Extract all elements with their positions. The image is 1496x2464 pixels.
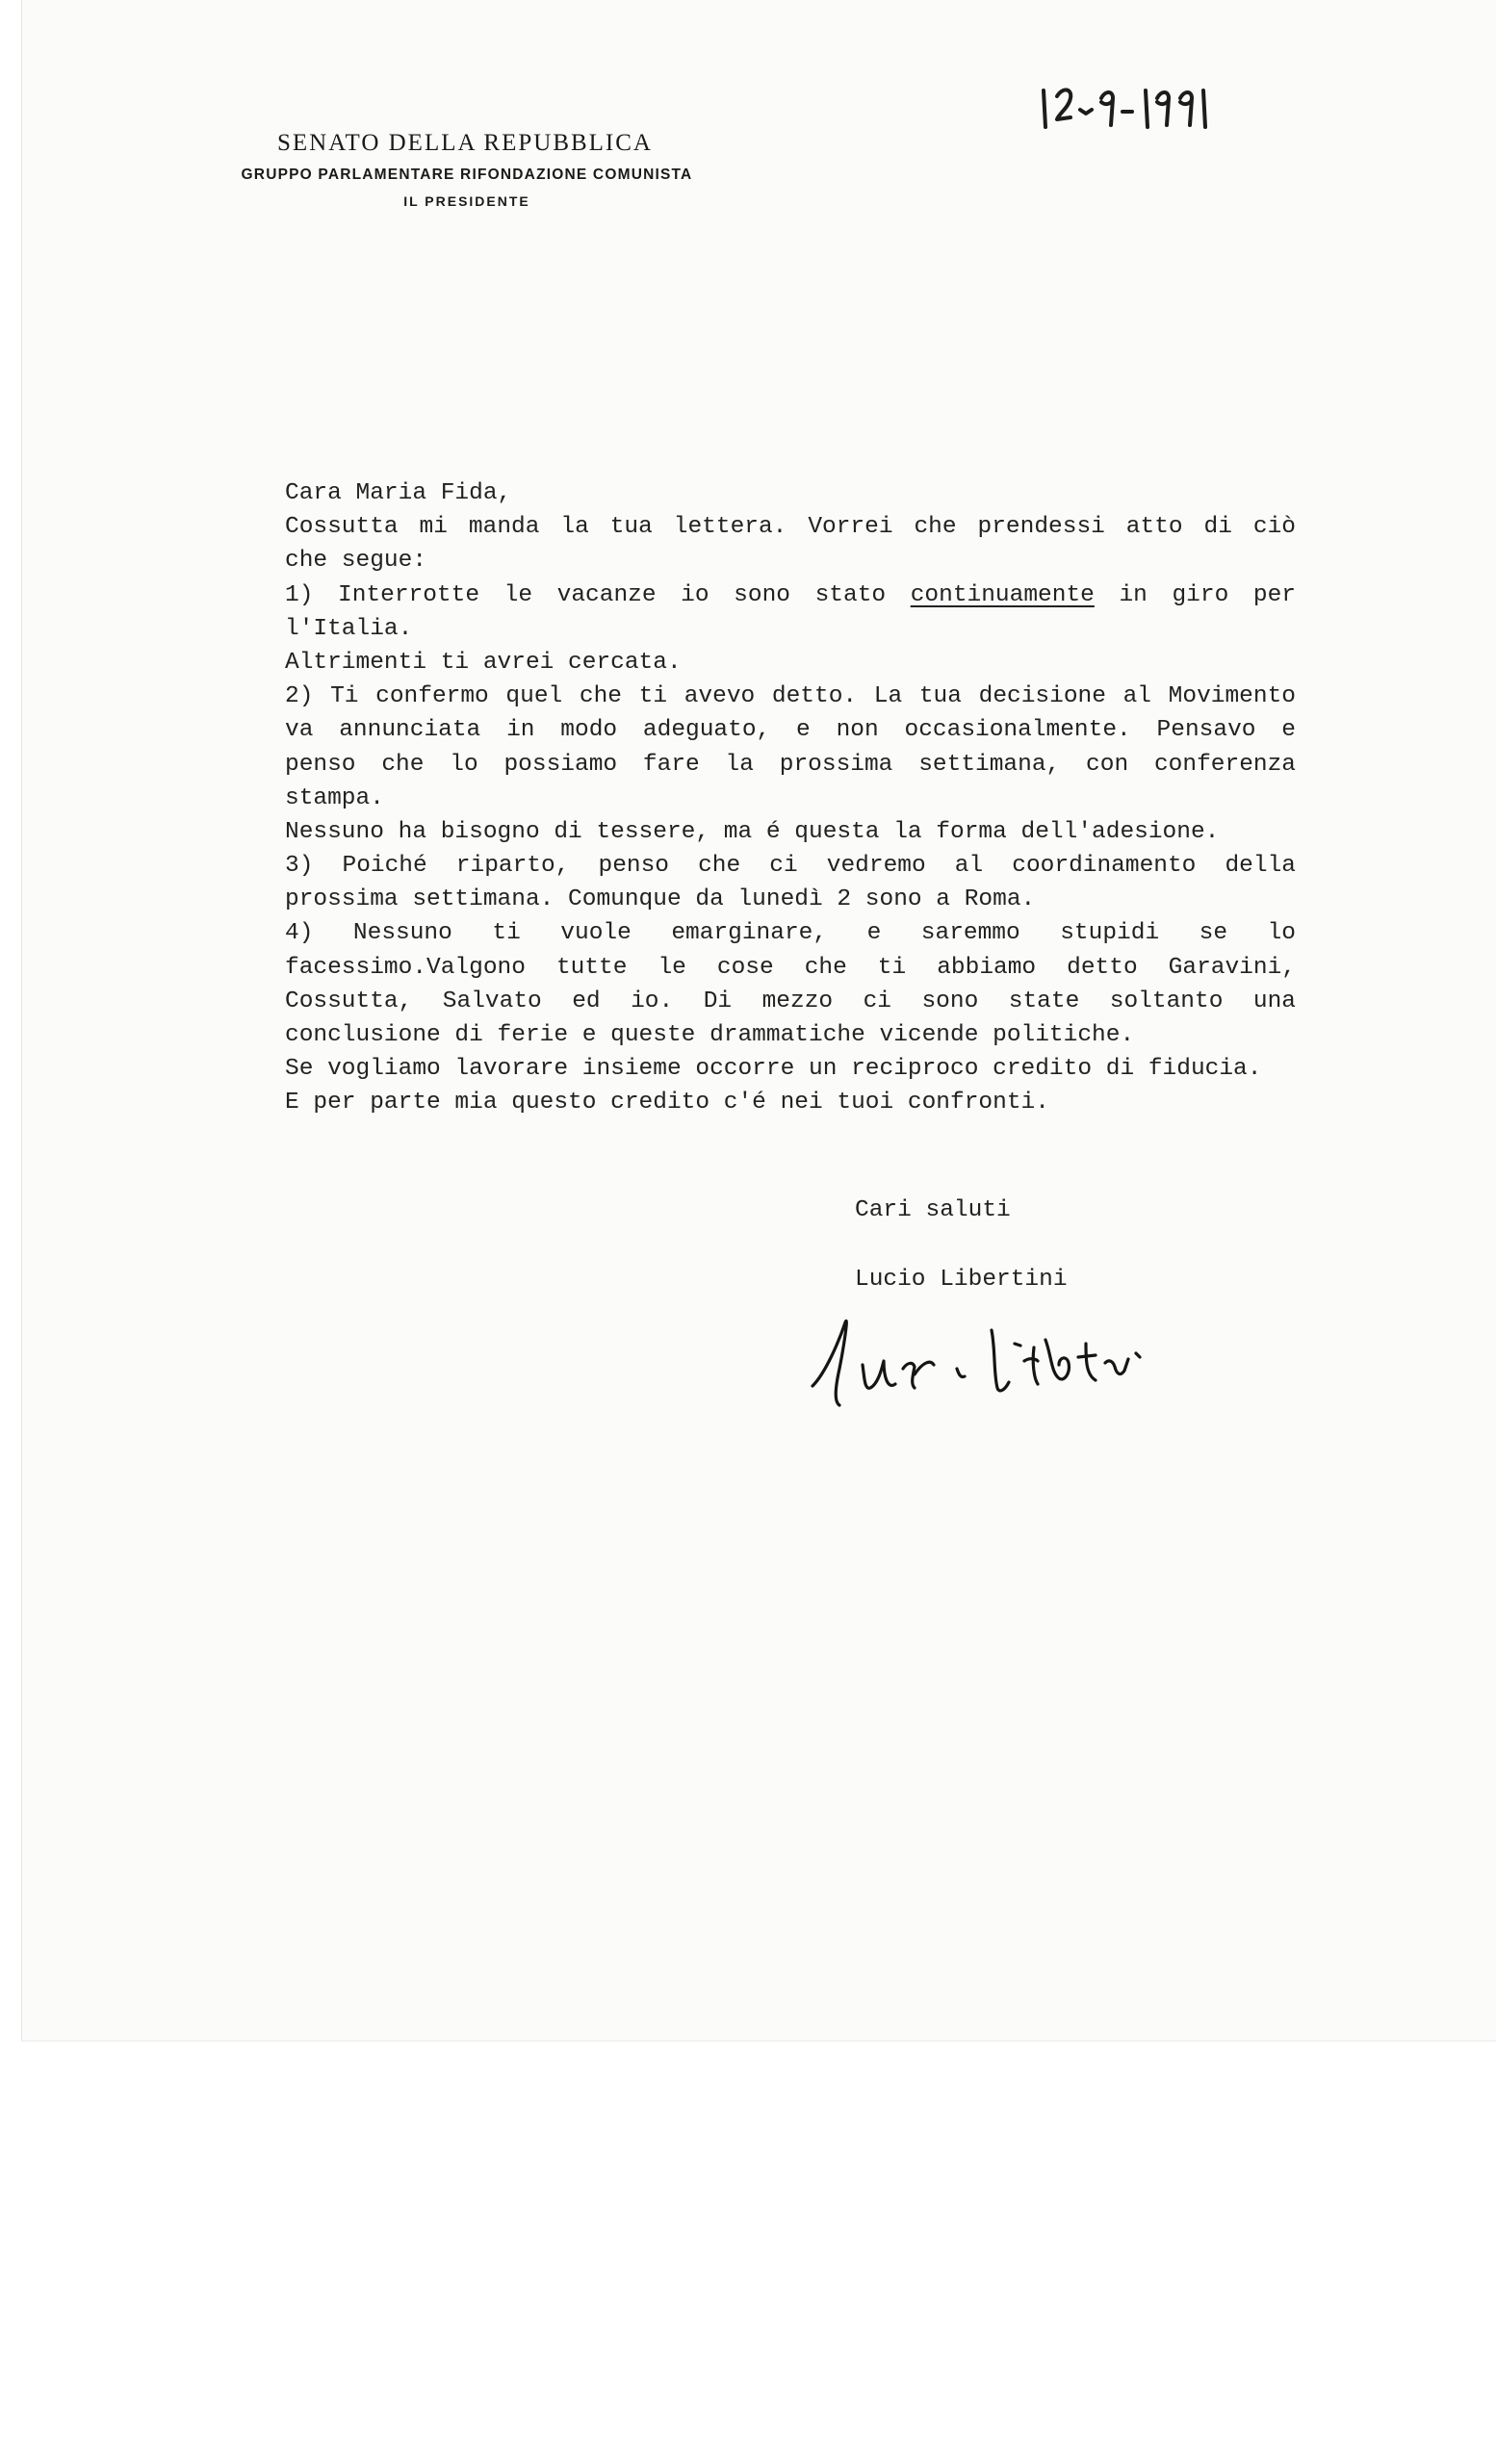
text-line-04-end: in giro per	[1119, 581, 1296, 608]
text-line-14: 4) Nessuno ti vuole emarginare, e saremmo stupidi se lo	[285, 920, 1296, 947]
closing-greeting: Cari saluti	[855, 1197, 1011, 1223]
text-line-06: Altrimenti ti avrei cercata.	[285, 649, 682, 676]
text-line-03: che segue:	[285, 548, 427, 575]
underlined-word: continuamente	[910, 581, 1095, 608]
text-line-10: stampa.	[285, 784, 384, 811]
handwritten-date	[1038, 71, 1250, 139]
letter-body	[285, 476, 1296, 1120]
text-line-16: Cossutta, Salvato ed io. Di mezzo ci sono state soltanto una	[285, 988, 1296, 1014]
text-line-11: Nessuno ha bisogno di tessere, ma é questa la forma dell'adesione.	[285, 818, 1220, 845]
sender-name: Lucio Libertini	[855, 1267, 1068, 1293]
text-line-04	[285, 578, 1296, 612]
text-line-09: penso che lo possiamo fare la prossima settimana, con conferenza	[285, 751, 1296, 778]
text-line-18: Se vogliamo lavorare insieme occorre un reciproco credito di fiducia.	[285, 1056, 1262, 1083]
text-line-05: l'Italia.	[285, 615, 413, 642]
text-line-19: E per parte mia questo credito c'é nei tuoi confronti.	[285, 1090, 1049, 1116]
text-line-08: va annunciata in modo adeguato, e non occasionalmente. Pensavo e	[285, 717, 1296, 744]
text-line-12: 3) Poiché riparto, penso che ci vedremo al coordinamento della	[285, 853, 1296, 880]
letterhead-role: IL PRESIDENTE	[403, 193, 530, 209]
text-line-04-start: 1) Interrotte le vacanze io sono stato	[285, 581, 887, 608]
text-line-13: prossima settimana. Comunque da lunedì 2 sono a Roma.	[285, 886, 1036, 913]
text-line-15: facessimo.Valgono tutte le cose che ti abbiamo detto Garavini,	[285, 954, 1296, 981]
handwritten-signature	[807, 1301, 1269, 1426]
letterhead-institution: SENATO DELLA REPUBBLICA	[276, 130, 653, 156]
text-line-07: 2) Ti confermo quel che ti avevo detto. La tua decisione al Movimento	[285, 683, 1296, 710]
salutation: Cara Maria Fida,	[285, 480, 512, 506]
text-line-17: conclusione di ferie e queste drammatiche vicende politiche.	[285, 1022, 1135, 1048]
letterhead	[183, 130, 751, 209]
letterhead-group: GRUPPO PARLAMENTARE RIFONDAZIONE COMUNISTA	[241, 167, 693, 183]
text-line-02: Cossutta mi manda la tua lettera. Vorrei che prendessi atto di ciò	[285, 514, 1296, 541]
